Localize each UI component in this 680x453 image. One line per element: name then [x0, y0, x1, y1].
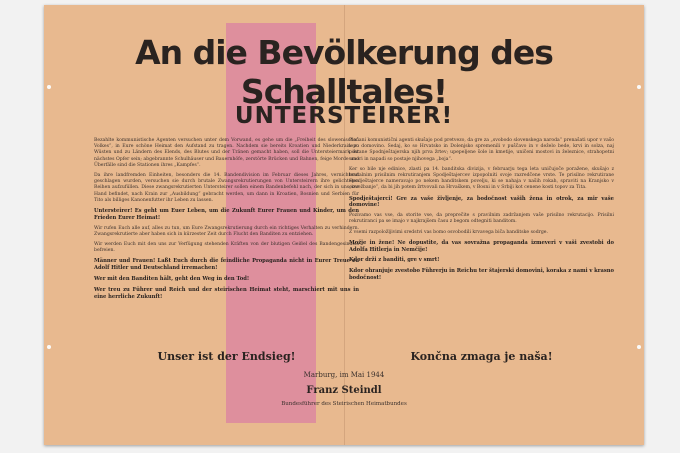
slovene-paragraph: Pozivamo vas vse, da storite vse, da preprečite s pravilnim zadržanjem vaše prisilno rekrutacijo. Prisilni rekrutiranci pa se imajo v najkrajšem času z begom odtegniti banditom. [349, 213, 614, 225]
slovene-appeal: Kdor ohranjuje zvestobo Führerju in Reichu ter štajerski domovini, koraka z nami v krasno bodočnost! [349, 268, 615, 282]
slovene-appeal: Možje in žene! Ne dopustite, da vas sovražna propaganda izmeveri v vaši zvestobi do Adolfa Hitlerja in Nemčije! [349, 239, 614, 253]
slovene-appeal: Kdor drži z banditi, gre v smrt! [349, 257, 440, 264]
german-appeal: Untersteirer! Es geht um Euer Leben, um die Zukunft Eurer Frauen und Kinder, um den Frieden Eurer Heimat! [94, 208, 359, 221]
german-paragraph: Wir werden Euch mit den uns zur Verfügung stehenden Kräften von der blutigen Geißel des Bandengesindels befreien. [94, 242, 359, 254]
signatory-name: Franz Steindl [306, 385, 382, 396]
poster [44, 5, 644, 445]
german-appeal: Wer mit den Banditen hält, geht den Weg in den Tod! [94, 276, 250, 283]
pin-hole [47, 345, 51, 349]
german-column [94, 138, 359, 304]
slovene-paragraph: Plačani komunistični agenti skušajo pod pretvezo, da gre za „svobodo slovenskega naroda“ prenašati upor v vašo lepo domovino. Sedaj, ko so Hrvatsko in Dolenjsko spremenili v puščavo in v deželo bede, krvi in solza, naj postane Spodnještajerska njih prva žrtev; upepeljene šole in kmetije, uničeni mostovi in železnice, strahopetni umori in napadi so postaje njihovega „boja“. [349, 138, 614, 162]
place-date: Marburg, im Mai 1944 [303, 371, 385, 379]
german-paragraph: Da ihre landfremden Einheiten, besonders die 14. Bandendivision im Februar dieses Jahres, vernichtend geschlagen wurden, versuchen sie durch brutale Zwangsrekrutierungen von Untersteirern ihre gelichteten Reihen aufzufüllen. Diese zwangsrekrutierten Untersteirer sollen einem Bandenbefehl nach, der sich in unserer Hand befindet, nach Krain zur „Ausbildung“ gebracht werden, um dann in Kroatien, Bosnien und Serbien für Tito als billiges Kanonenfutter ihr Leben zu lassen. [94, 173, 359, 203]
slovene-paragraph: Z vsemi razpoložljivimi sredstvi vas bomo osvobodili krvavega biča banditske sodrge. [349, 229, 548, 235]
poster-title: An die Bevölkerung des Schalltales! [135, 33, 553, 111]
slovene-slogan: Končna zmaga je naša! [410, 350, 553, 363]
pin-hole [637, 345, 641, 349]
slovene-appeal: Spodještajerci! Gre za vaše življenje, za bodočnost vaših žena in otrok, za mir vaše domovine! [349, 195, 614, 209]
german-slogan: Unser ist der Endsieg! [157, 350, 296, 363]
german-paragraph: Wir rufen Euch alle auf, alles zu tun, um Eure Zwangsrekrutierung durch ein richtiges Verhalten zu verhindern. Zwangsrekrutierte aber haben sich in kürzester Zeit durch Flucht den Banditen zu entziehen. [94, 225, 359, 237]
signatory-role: Bundesführer des Steirischen Heimatbundes [281, 401, 407, 407]
german-appeal: Wer treu zu Führer und Reich und der steirischen Heimat steht, marschiert mit uns in eine herrliche Zukunft! [94, 286, 359, 300]
slovene-paragraph: Ker so bile nje edinice, zlasti pa 14. banditska divizija, v februarju tega leta uničujoče poražene, skušajo z brutalnim prisilnim rekrutiranjem Spodještajercev izpopolniti svoje razredčene vrste. Te prisilno rekrutirane Spodještajerce nameravajo po nekem banditskem povelju, ki se nahaja v naših rokah, spraviti na Kranjsko v „izvežbanje“, da bi jih potem žrtvovali na Hrvaškem, v Bosni in v Srbiji kot cenene kosti topov za Tita. [349, 166, 614, 191]
german-appeal: Männer und Frauen! Laßt Euch durch die feindliche Propaganda nicht in Eurer Treue zu Adolf Hitler und Deutschland irremachen! [94, 258, 359, 272]
german-paragraph: Bezahlte kommunistische Agenten versuchen unter dem Vorwand, es gehe um die „Freiheit des slowenischen Volkes“, in Eure schöne Heimat den Aufstand zu tragen. Nachdem sie bereits Kroatien und Niederkrain zu Wüsten und zu Ländern des Elends, des Blutes und der Tränen gemacht haben, soll die Untersteiermark ihr nächstes Opfer sein; abgebrannte Schulhäuser und Bauernhöfe, zerstörte Brücken und Bahnen, feige Morde und Überfälle sind die Stationen ihres „Kampfes“. [94, 138, 359, 168]
poster-subtitle: UNTERSTEIRER! [234, 103, 454, 129]
slovene-column [349, 138, 614, 286]
